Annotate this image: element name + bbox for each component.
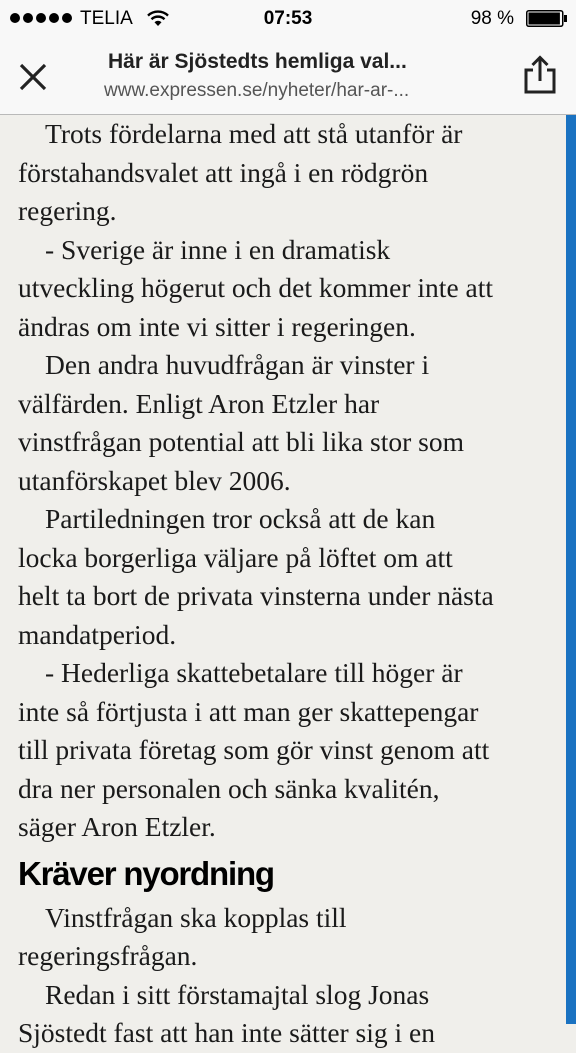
article-line: utanförskapet blev 2006. [18, 464, 291, 496]
browser-nav-bar [0, 38, 576, 115]
close-icon [18, 62, 48, 92]
article-line: - Sverige är inne i en dramatisk [45, 233, 391, 265]
share-icon [523, 55, 557, 95]
article-line: utveckling högerut och det kommer inte att [18, 272, 494, 303]
page-title: Här är Sjöstedts hemliga val... [108, 50, 407, 73]
right-accent-bar [566, 115, 576, 1024]
article-body [0, 115, 576, 1048]
share-button[interactable] [520, 52, 560, 98]
article-line: dra ner personalen och sänka kvalitén, [18, 772, 440, 804]
battery-percent: 98 % [470, 8, 514, 29]
article-line: mandatperiod. [18, 618, 177, 650]
article-line: Den andra huvudfrågan är vinster i [45, 349, 430, 380]
article-line: locka borgerliga väljare på löftet om att [18, 541, 453, 573]
article-line: Vinstfrågan ska kopplas till [45, 901, 347, 933]
carrier-name: TELIA [80, 8, 133, 29]
article-subheading: Kräver nyordning [18, 854, 274, 892]
close-button[interactable] [12, 56, 54, 98]
article-line: - Hederliga skattebetalare till höger är [45, 657, 463, 688]
article-text [18, 115, 558, 1053]
article-line: ändras om inte vi sitter i regeringen. [18, 310, 416, 342]
article-line: till privata företag som gör vinst genom att [18, 734, 490, 765]
page-url[interactable]: www.expressen.se/nyheter/har-ar-... [104, 80, 410, 101]
article-line: vinstfrågan potential att bli lika stor som [18, 426, 465, 457]
article-line: förstahandsvalet att ingå i en rödgrön [18, 156, 429, 188]
article-line: regeringsfrågan. [18, 940, 198, 971]
article-line: välfärden. Enligt Aron Etzler har [18, 387, 380, 419]
status-time: 07:53 [263, 8, 313, 29]
battery-icon [526, 10, 566, 27]
article-line: inte så förtjusta i att man ger skattepengar [18, 695, 479, 727]
article-line: säger Aron Etzler. [18, 811, 216, 842]
article-line: Trots fördelarna med att stå utanför är [45, 118, 463, 149]
article-line: Sjöstedt fast att han inte sätter sig i en [18, 1017, 435, 1048]
article-line: helt ta bort de privata vinsterna under nästa [18, 580, 494, 611]
status-bar [0, 0, 576, 38]
article-line: regering. [18, 195, 117, 226]
article-line: Partiledningen tror också att de kan [45, 503, 436, 534]
article-line: Redan i sitt förstamajtal slog Jonas [45, 978, 430, 1010]
